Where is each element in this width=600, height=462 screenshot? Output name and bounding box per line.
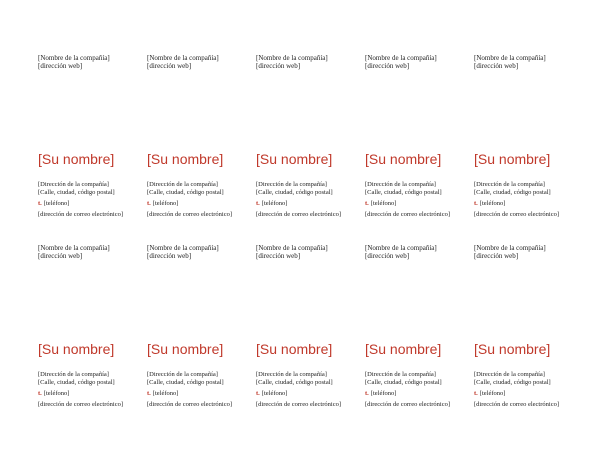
company-address: [Dirección de la compañía] <box>38 371 109 378</box>
name-block <box>365 341 475 357</box>
street-city-zip: [Calle, ciudad, código postal] <box>38 189 115 196</box>
card-top <box>365 54 475 70</box>
phone-prefix: t. <box>365 390 369 397</box>
company-address: [Dirección de la compañía] <box>474 181 545 188</box>
name-block <box>38 151 148 167</box>
street-city-zip: [Calle, ciudad, código postal] <box>147 379 224 386</box>
name-block <box>474 151 584 167</box>
your-name: [Su nombre] <box>147 151 224 167</box>
name-block <box>38 341 148 357</box>
phone-prefix: t. <box>256 390 260 397</box>
company-name: [Nombre de la compañía] <box>256 54 328 62</box>
email: [dirección de correo electrónico] <box>365 211 450 218</box>
your-name: [Su nombre] <box>474 151 551 167</box>
contact-block <box>38 181 148 219</box>
contact-block <box>147 181 257 219</box>
street-city-zip: [Calle, ciudad, código postal] <box>474 189 551 196</box>
contact-block <box>256 181 366 219</box>
phone-line <box>365 390 475 398</box>
company-address: [Dirección de la compañía] <box>365 371 436 378</box>
street-city-zip: [Calle, ciudad, código postal] <box>147 189 224 196</box>
your-name: [Su nombre] <box>365 341 442 357</box>
contact-block <box>474 371 584 409</box>
your-name: [Su nombre] <box>147 341 224 357</box>
phone-line <box>38 200 148 208</box>
phone-line <box>474 390 584 398</box>
street-city-zip: [Calle, ciudad, código postal] <box>365 189 442 196</box>
company-name: [Nombre de la compañía] <box>365 244 437 252</box>
website: [dirección web] <box>365 62 410 70</box>
email: [dirección de correo electrónico] <box>38 211 123 218</box>
company-name: [Nombre de la compañía] <box>474 54 546 62</box>
card-top <box>38 244 148 260</box>
website: [dirección web] <box>365 252 410 260</box>
email: [dirección de correo electrónico] <box>38 401 123 408</box>
email: [dirección de correo electrónico] <box>365 401 450 408</box>
email: [dirección de correo electrónico] <box>474 211 559 218</box>
your-name: [Su nombre] <box>256 341 333 357</box>
card-top <box>256 244 366 260</box>
contact-block <box>256 371 366 409</box>
phone-prefix: t. <box>38 200 42 207</box>
street-city-zip: [Calle, ciudad, código postal] <box>256 379 333 386</box>
company-name: [Nombre de la compañía] <box>256 244 328 252</box>
your-name: [Su nombre] <box>38 341 115 357</box>
company-address: [Dirección de la compañía] <box>474 371 545 378</box>
name-block <box>256 151 366 167</box>
your-name: [Su nombre] <box>365 151 442 167</box>
phone-line <box>474 200 584 208</box>
card-top <box>38 54 148 70</box>
street-city-zip: [Calle, ciudad, código postal] <box>38 379 115 386</box>
phone-number: [teléfono] <box>479 390 506 397</box>
card-top <box>256 54 366 70</box>
phone-prefix: t. <box>474 200 478 207</box>
name-block <box>365 151 475 167</box>
phone-line <box>38 390 148 398</box>
phone-prefix: t. <box>365 200 369 207</box>
phone-line <box>365 200 475 208</box>
website: [dirección web] <box>256 252 301 260</box>
email: [dirección de correo electrónico] <box>147 211 232 218</box>
company-name: [Nombre de la compañía] <box>38 54 110 62</box>
website: [dirección web] <box>147 252 192 260</box>
contact-block <box>365 371 475 409</box>
company-address: [Dirección de la compañía] <box>256 181 327 188</box>
phone-number: [teléfono] <box>43 200 70 207</box>
company-address: [Dirección de la compañía] <box>147 181 218 188</box>
phone-number: [teléfono] <box>261 200 288 207</box>
company-name: [Nombre de la compañía] <box>365 54 437 62</box>
name-block <box>256 341 366 357</box>
company-name: [Nombre de la compañía] <box>38 244 110 252</box>
name-block <box>147 341 257 357</box>
street-city-zip: [Calle, ciudad, código postal] <box>365 379 442 386</box>
contact-block <box>38 371 148 409</box>
phone-line <box>147 390 257 398</box>
card-top <box>474 244 584 260</box>
your-name: [Su nombre] <box>474 341 551 357</box>
email: [dirección de correo electrónico] <box>474 401 559 408</box>
email: [dirección de correo electrónico] <box>256 211 341 218</box>
website: [dirección web] <box>474 62 519 70</box>
phone-prefix: t. <box>147 390 151 397</box>
card-top <box>147 54 257 70</box>
phone-prefix: t. <box>147 200 151 207</box>
card-top <box>365 244 475 260</box>
your-name: [Su nombre] <box>256 151 333 167</box>
street-city-zip: [Calle, ciudad, código postal] <box>256 189 333 196</box>
phone-line <box>256 390 366 398</box>
email: [dirección de correo electrónico] <box>256 401 341 408</box>
contact-block <box>147 371 257 409</box>
email: [dirección de correo electrónico] <box>147 401 232 408</box>
company-address: [Dirección de la compañía] <box>256 371 327 378</box>
phone-number: [teléfono] <box>261 390 288 397</box>
phone-number: [teléfono] <box>370 200 397 207</box>
website: [dirección web] <box>147 62 192 70</box>
website: [dirección web] <box>38 252 83 260</box>
company-name: [Nombre de la compañía] <box>147 54 219 62</box>
company-address: [Dirección de la compañía] <box>147 371 218 378</box>
company-address: [Dirección de la compañía] <box>365 181 436 188</box>
phone-number: [teléfono] <box>370 390 397 397</box>
card-top <box>147 244 257 260</box>
phone-prefix: t. <box>474 390 478 397</box>
street-city-zip: [Calle, ciudad, código postal] <box>474 379 551 386</box>
phone-prefix: t. <box>38 390 42 397</box>
contact-block <box>365 181 475 219</box>
phone-line <box>147 200 257 208</box>
company-name: [Nombre de la compañía] <box>474 244 546 252</box>
company-address: [Dirección de la compañía] <box>38 181 109 188</box>
phone-line <box>256 200 366 208</box>
website: [dirección web] <box>38 62 83 70</box>
phone-prefix: t. <box>256 200 260 207</box>
card-top <box>474 54 584 70</box>
company-name: [Nombre de la compañía] <box>147 244 219 252</box>
phone-number: [teléfono] <box>152 390 179 397</box>
your-name: [Su nombre] <box>38 151 115 167</box>
website: [dirección web] <box>256 62 301 70</box>
name-block <box>474 341 584 357</box>
phone-number: [teléfono] <box>479 200 506 207</box>
phone-number: [teléfono] <box>43 390 70 397</box>
contact-block <box>474 181 584 219</box>
phone-number: [teléfono] <box>152 200 179 207</box>
website: [dirección web] <box>474 252 519 260</box>
name-block <box>147 151 257 167</box>
